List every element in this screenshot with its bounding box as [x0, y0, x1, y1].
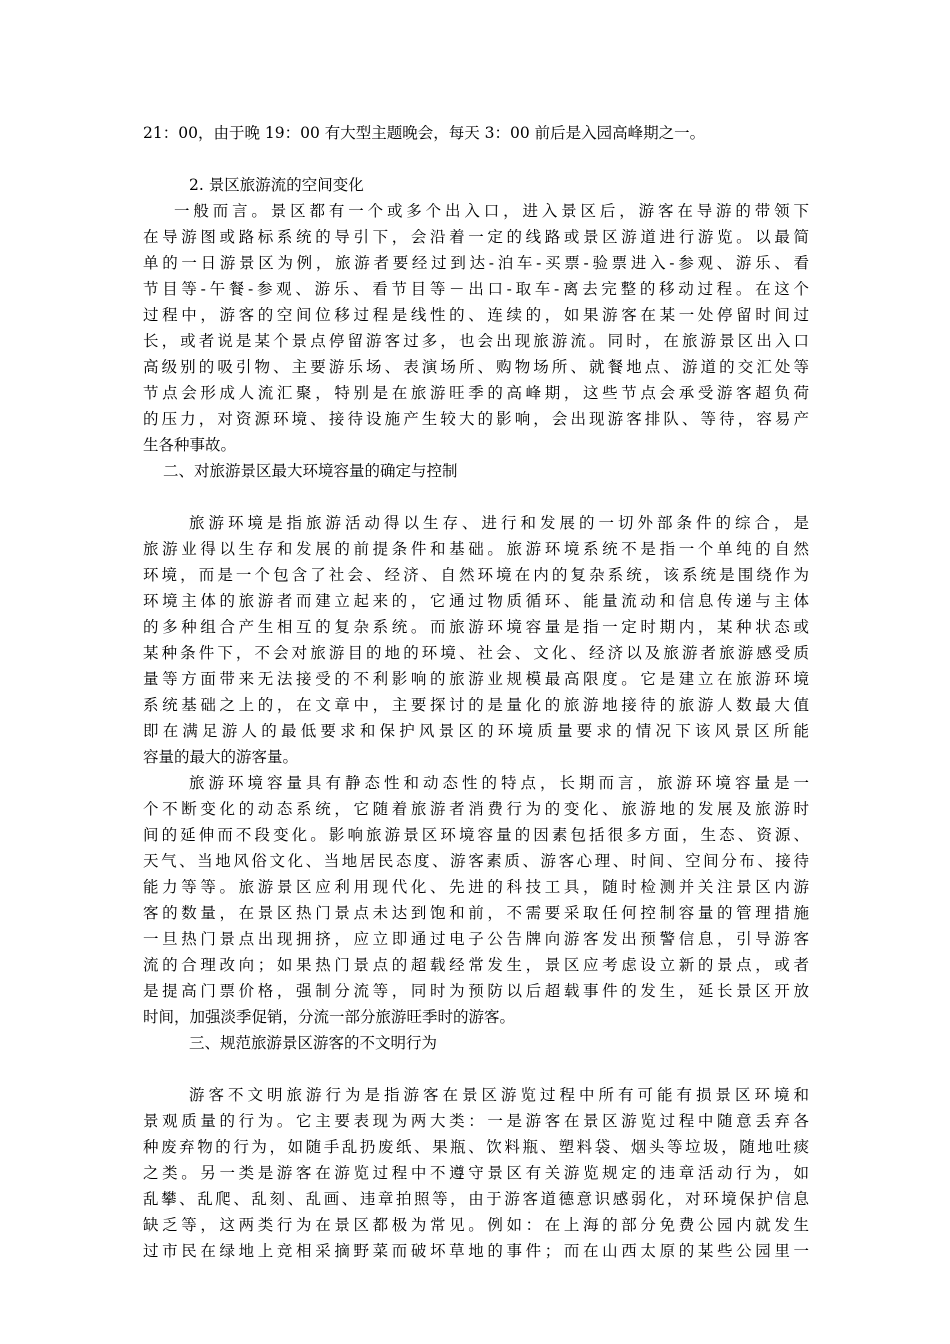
spacer — [143, 146, 809, 172]
text-line: 旅游环境是指旅游活动得以生存、进行和发展的一切外部条件的综合，是 — [189, 514, 809, 532]
text-line: 在导游图或路标系统的导引下，会沿着一定的线路或景区游道进行游览。以最简 — [143, 228, 809, 246]
text-line: 时间，加强淡季促销，分流一部分旅游旺季时的游客。 — [143, 1008, 516, 1026]
text-line: 单的一日游景区为例，旅游者要经过到达-泊车-买票-验票进入-参观、游乐、看 — [143, 254, 809, 272]
text-line: 景观质量的行为。它主要表现为两大类：一是游客在景区游览过程中随意丢弃各 — [143, 1112, 809, 1130]
document-page — [143, 120, 809, 1264]
text-line: 天气、当地风俗文化、当地居民态度、游客素质、游客心理、时间、空间分布、接待 — [143, 852, 809, 870]
text-line: 过程中，游客的空间位移过程是线性的、连续的，如果游客在某一处停留时间过 — [143, 306, 809, 324]
text-line: 即在满足游人的最低要求和保护风景区的环境质量要求的情况下该风景区所能 — [143, 722, 809, 740]
text-line: 过市民在绿地上竞相采摘野菜而破坏草地的事件；而在山西太原的某些公园里一 — [143, 1242, 809, 1260]
text-line: 高级别的吸引物、主要游乐场、表演场所、购物场所、就餐地点、游道的交汇处等 — [143, 358, 809, 376]
text-line: 容量的最大的游客量。 — [143, 748, 299, 766]
paragraph-3 — [143, 770, 809, 1030]
section-heading: 二、对旅游景区最大环境容量的确定与控制 — [163, 462, 458, 480]
text-line: 环境，而是一个包含了社会、经济、自然环境在内的复杂系统，该系统是围绕作为 — [143, 566, 809, 584]
paragraph-4 — [143, 1082, 809, 1264]
spacer — [143, 1056, 809, 1082]
text-line: 个不断变化的动态系统，它随着旅游者消费行为的变化、旅游地的发展及旅游时 — [143, 800, 809, 818]
text-line: 游客不文明旅游行为是指游客在景区游览过程中所有可能有损景区环境和 — [189, 1086, 809, 1104]
text-line: 节目等-午餐-参观、游乐、看节目等－出口-取车-离去完整的移动过程。在这个 — [143, 280, 809, 298]
text-line: 能力等等。旅游景区应利用现代化、先进的科技工具，随时检测并关注景区内游 — [143, 878, 809, 896]
text-line: 节点会形成人流汇聚，特别是在旅游旺季的高峰期，这些节点会承受游客超负荷 — [143, 384, 809, 402]
text-line: 21：00，由于晚 19：00 有大型主题晚会，每天 3：00 前后是入园高峰期之一。 — [143, 124, 706, 142]
text-line: 之类。另一类是游客在游览过程中不遵守景区有关游览规定的违章活动行为，如 — [143, 1164, 809, 1182]
text-line: 旅游业得以生存和发展的前提条件和基础。旅游环境系统不是指一个单纯的自然 — [143, 540, 809, 558]
text-line: 量等方面带来无法接受的不利影响的旅游业规模最高限度。它是建立在旅游环境 — [143, 670, 809, 688]
text-line: 某种条件下，不会对旅游目的地的环境、社会、文化、经济以及旅游者旅游感受质 — [143, 644, 809, 662]
text-line: 间的延伸而不段变化。影响旅游景区环境容量的因素包括很多方面，生态、资源、 — [143, 826, 809, 844]
text-line: 长，或者说是某个景点停留游客过多，也会出现旅游流。同时，在旅游景区出入口 — [143, 332, 809, 350]
text-line: 缺乏等，这两类行为在景区都极为常见。例如：在上海的部分免费公园内就发生 — [143, 1216, 809, 1234]
text-line: 一般而言。景区都有一个或多个出入口，进入景区后，游客在导游的带领下 — [174, 202, 809, 220]
text-line: 系统基础之上的，在文章中，主要探讨的是量化的旅游地接待的旅游人数最大值 — [143, 696, 809, 714]
text-line: 种废弃物的行为，如随手乱扔废纸、果瓶、饮料瓶、塑料袋、烟头等垃圾，随地吐痰 — [143, 1138, 809, 1156]
paragraph-2 — [143, 510, 809, 770]
text-line: 环境主体的旅游者而建立起来的，它通过物质循环、能量流动和信息传递与主体 — [143, 592, 809, 610]
section-heading: 2. 景区旅游流的空间变化 — [189, 176, 364, 194]
spacer — [143, 484, 809, 510]
text-line: 客的数量，在景区热门景点未达到饱和前，不需要采取任何控制容量的管理措施 — [143, 904, 809, 922]
text-line: 一旦热门景点出现拥挤，应立即通过电子公告牌向游客发出预警信息，引导游客 — [143, 930, 809, 948]
text-line: 乱攀、乱爬、乱刻、乱画、违章拍照等，由于游客道德意识感弱化，对环境保护信息 — [143, 1190, 809, 1208]
paragraph-1 — [143, 198, 809, 458]
text-line: 旅游环境容量具有静态性和动态性的特点，长期而言，旅游环境容量是一 — [189, 774, 809, 792]
text-line: 是提高门票价格，强制分流等，同时为预防以后超载事件的发生，延长景区开放 — [143, 982, 809, 1000]
text-line: 生各种事故。 — [143, 436, 237, 454]
section-heading: 三、规范旅游景区游客的不文明行为 — [189, 1034, 438, 1052]
text-line: 的压力，对资源环境、接待设施产生较大的影响，会出现游客排队、等待，容易产 — [143, 410, 809, 428]
text-line: 的多种组合产生相互的复杂系统。而旅游环境容量是指一定时期内，某种状态或 — [143, 618, 809, 636]
text-line: 流的合理改向；如果热门景点的超载经常发生，景区应考虑设立新的景点，或者 — [143, 956, 809, 974]
